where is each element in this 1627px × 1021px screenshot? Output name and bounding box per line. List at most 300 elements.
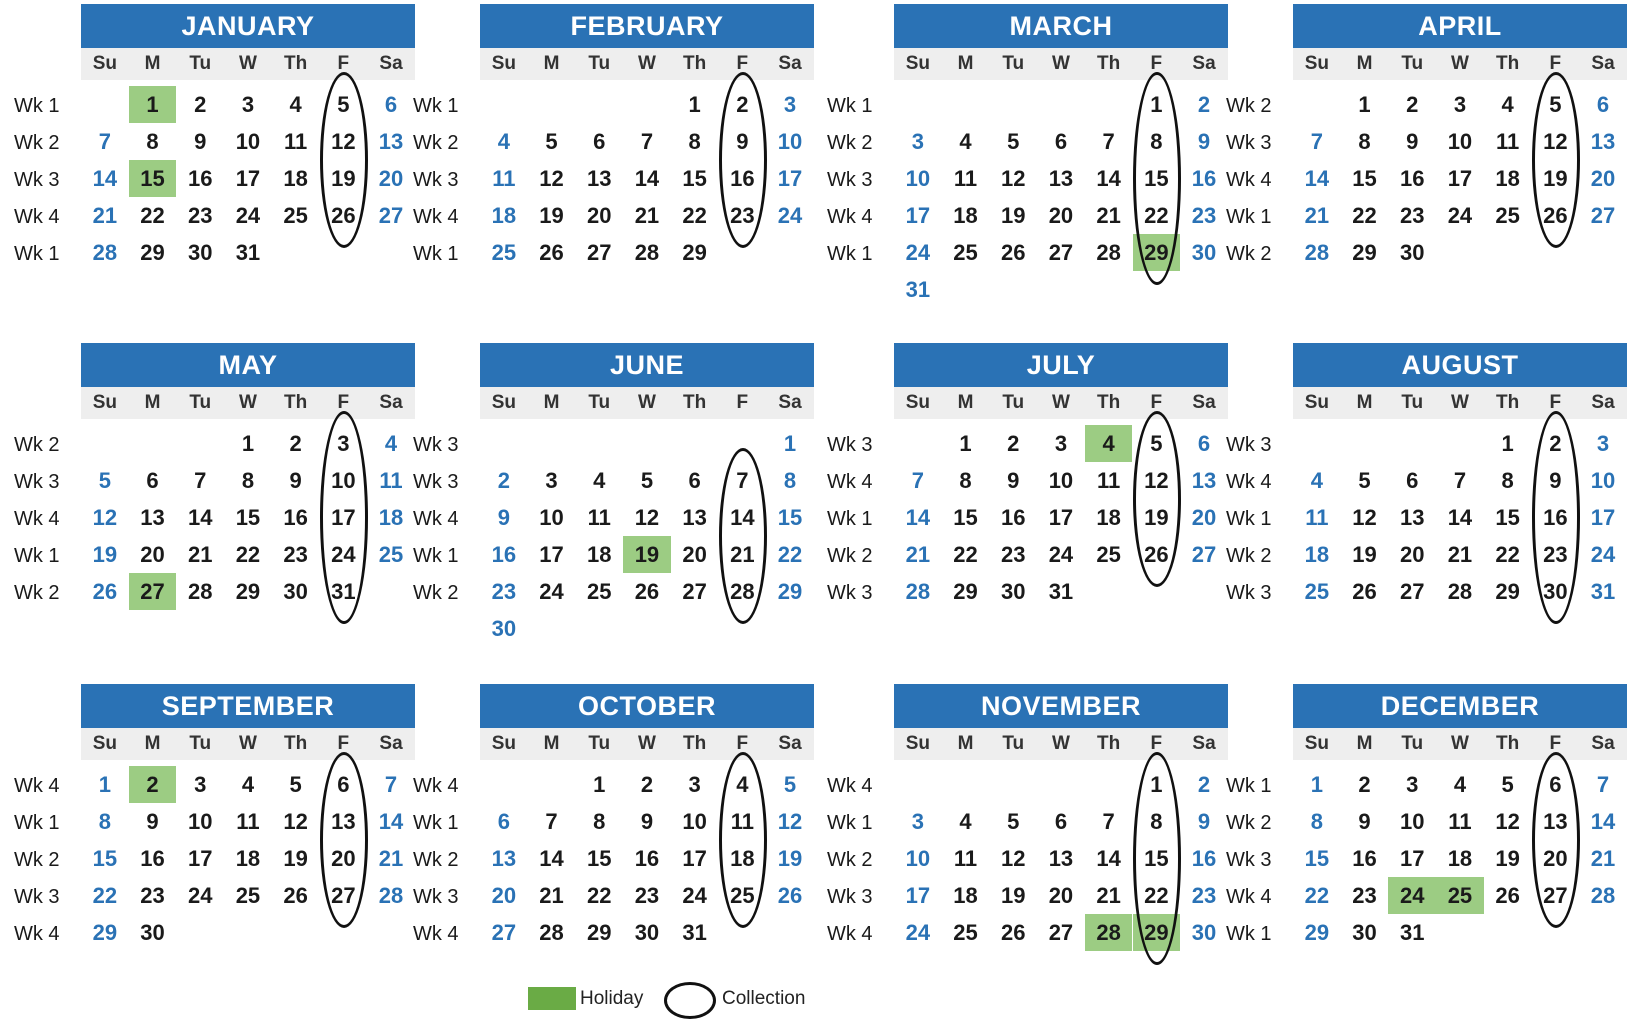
weekday-label: F [337,53,350,74]
day-cell: 10 [235,129,261,154]
legend-holiday-label: Holiday [580,988,644,1009]
day-cell: 15 [1144,166,1169,191]
day-cell: 8 [783,468,797,493]
day-cell: 21 [92,203,118,228]
day-cell: 13 [1191,468,1217,493]
day-cell: 9 [1197,809,1211,834]
day-cell: 28 [634,240,660,265]
day-cell: 23 [187,203,213,228]
weekday-label: M [957,392,974,413]
day-cell: 23 [634,883,660,908]
day-cell: 7 [1102,809,1115,834]
day-cell: 2 [1197,772,1211,797]
day-cell: 27 [331,883,356,908]
weekday-label: F [1150,392,1163,413]
weekday-label: W [238,53,257,74]
day-cell: 20 [1048,883,1074,908]
day-cell: 7 [1310,129,1323,154]
day-cell: 20 [1590,166,1616,191]
day-cell: 9 [1406,129,1419,154]
week-label: Wk 1 [413,95,459,117]
day-cell: 10 [331,468,356,493]
day-cell: 28 [187,579,213,604]
weekday-label: Th [284,53,308,74]
weekday-label: Sa [1591,53,1615,74]
day-cell: 21 [1096,203,1121,228]
day-cell: 10 [905,846,931,871]
day-cell: 21 [1304,203,1330,228]
day-cell: 12 [1543,129,1568,154]
day-cell: 1 [1310,772,1323,797]
day-cell: 15 [235,505,261,530]
day-cell: 5 [289,772,302,797]
holiday-day: 15 [129,160,177,197]
day-cell: 14 [1096,846,1121,871]
day-cell: 12 [634,505,660,530]
day-cell: 20 [331,846,356,871]
day-cell: 25 [491,240,517,265]
week-label: Wk 4 [827,775,873,797]
day-cell: 26 [92,579,118,604]
weekday-label: F [736,733,749,754]
day-cell: 16 [1543,505,1568,530]
weekday-label: Th [683,392,707,413]
day-cell: 13 [378,129,404,154]
day-cell: 11 [587,505,611,530]
day-cell: 20 [140,542,165,567]
day-cell: 14 [1304,166,1330,191]
day-cell: 29 [92,920,118,945]
weekday-label: W [637,392,656,413]
day-cell: 27 [378,203,404,228]
day-cell: 15 [1495,505,1520,530]
week-label: Wk 1 [413,243,459,265]
day-cell: 18 [378,505,404,530]
week-label: Wk 2 [14,132,60,154]
holiday-day: 29 [1133,234,1181,271]
weekday-label: Th [1496,733,1520,754]
week-label: Wk 2 [1226,95,1272,117]
day-cell: 12 [331,129,356,154]
holiday-day: 1 [129,86,177,123]
day-cell: 8 [241,468,255,493]
legend-collection-label: Collection [722,988,806,1009]
week-label: Wk 2 [14,582,60,604]
day-cell: 21 [539,883,564,908]
day-cell: 17 [235,166,261,191]
day-cell: 12 [92,505,118,530]
day-cell: 13 [586,166,612,191]
week-label: Wk 1 [413,812,459,834]
day-cell: 5 [98,468,111,493]
day-cell: 12 [777,809,803,834]
day-cell: 7 [98,129,111,154]
week-label: Wk 2 [827,545,873,567]
week-label: Wk 2 [14,434,60,456]
day-cell: 23 [1399,203,1425,228]
day-cell: 8 [1150,809,1163,834]
day-cell: 25 [953,240,978,265]
legend-holiday-swatch [528,987,576,1010]
day-cell: 18 [1495,166,1520,191]
day-cell: 31 [1590,579,1616,604]
day-cell: 21 [730,542,755,567]
day-cell: 15 [682,166,707,191]
day-cell: 10 [777,129,803,154]
week-label: Wk 1 [1226,206,1272,228]
day-cell: 5 [1549,92,1562,117]
day-cell: 29 [586,920,612,945]
day-cell: 24 [1590,542,1616,567]
week-label: Wk 3 [827,169,873,191]
day-cell: 12 [539,166,564,191]
day-cell: 6 [1054,809,1068,834]
weekday-label: Th [1496,392,1520,413]
weekday-header [480,48,814,80]
day-cell: 5 [1358,468,1371,493]
week-label: Wk 3 [413,434,459,456]
day-cell: 11 [1305,505,1329,530]
day-cell: 5 [640,468,654,493]
day-cell: 20 [491,883,517,908]
day-cell: 4 [593,468,606,493]
day-cell: 22 [140,203,165,228]
day-cell: 25 [378,542,404,567]
day-cell: 24 [777,203,803,228]
week-label: Wk 1 [827,243,873,265]
day-cell: 19 [92,542,118,567]
day-cell: 26 [539,240,564,265]
weekday-label: F [736,53,749,74]
weekday-label: Tu [1401,53,1424,74]
day-cell: 14 [92,166,118,191]
day-cell: 17 [682,846,707,871]
day-cell: 31 [905,277,931,302]
day-cell: 25 [1495,203,1520,228]
day-cell: 11 [492,166,516,191]
weekday-header [480,728,814,760]
day-cell: 17 [1399,846,1425,871]
day-cell: 10 [187,809,213,834]
day-cell: 26 [283,883,308,908]
day-cell: 4 [497,129,510,154]
day-cell: 18 [586,542,612,567]
day-cell: 21 [1447,542,1473,567]
weekday-label: M [957,53,974,74]
weekday-label: Su [491,392,516,413]
week-label: Wk 2 [413,849,459,871]
day-cell: 15 [1144,846,1169,871]
day-cell: 4 [1310,468,1323,493]
weekday-label: Su [905,53,930,74]
day-cell: 10 [539,505,564,530]
weekday-label: Su [491,53,516,74]
week-label: Wk 1 [827,508,873,530]
day-cell: 27 [1048,920,1074,945]
weekday-header [1293,728,1627,760]
week-label: Wk 4 [1226,886,1272,908]
day-cell: 15 [777,505,803,530]
weekday-label: Su [491,733,516,754]
weekday-label: Tu [189,733,212,754]
week-label: Wk 1 [14,243,60,265]
week-label: Wk 2 [14,849,60,871]
day-cell: 3 [1054,431,1068,456]
day-cell: 5 [545,129,558,154]
day-cell: 29 [140,240,165,265]
day-cell: 29 [235,579,261,604]
day-cell: 1 [688,92,701,117]
week-label: Wk 2 [1226,243,1272,265]
day-cell: 1 [241,431,255,456]
weekday-label: Th [1496,53,1520,74]
day-cell: 1 [1150,772,1163,797]
holiday-day: 29 [1133,914,1181,951]
day-cell: 15 [1304,846,1330,871]
week-label: Wk 3 [827,434,873,456]
day-cell: 23 [1191,203,1217,228]
day-cell: 25 [953,920,978,945]
week-label: Wk 4 [1226,471,1272,493]
day-cell: 27 [1399,579,1425,604]
day-cell: 9 [1197,129,1211,154]
day-cell: 2 [1358,772,1371,797]
day-cell: 24 [187,883,213,908]
week-label: Wk 3 [14,169,60,191]
weekday-label: Th [284,733,308,754]
day-cell: 14 [905,505,931,530]
day-cell: 18 [1096,505,1121,530]
weekday-header [81,48,415,80]
day-cell: 19 [1352,542,1377,567]
day-cell: 3 [1406,772,1419,797]
weekday-header [81,728,415,760]
weekday-label: F [736,392,749,413]
day-cell: 8 [98,809,111,834]
day-cell: 28 [730,579,755,604]
day-cell: 17 [331,505,356,530]
day-cell: 19 [1144,505,1169,530]
weekday-label: W [1051,392,1070,413]
day-cell: 9 [1358,809,1371,834]
weekday-label: F [1549,392,1562,413]
day-cell: 30 [1000,579,1026,604]
day-cell: 11 [284,129,308,154]
week-label: Wk 3 [1226,434,1272,456]
day-cell: 30 [634,920,660,945]
weekday-label: Tu [1002,53,1025,74]
day-cell: 24 [235,203,261,228]
weekday-label: M [144,392,161,413]
weekday-label: W [637,53,656,74]
day-cell: 9 [640,809,654,834]
day-cell: 3 [911,809,924,834]
day-cell: 14 [634,166,660,191]
day-cell: 2 [640,772,654,797]
day-cell: 1 [593,772,606,797]
day-cell: 26 [1543,203,1568,228]
weekday-label: M [1356,733,1373,754]
day-cell: 27 [1590,203,1616,228]
weekday-label: F [1549,733,1562,754]
weekday-label: M [144,733,161,754]
day-cell: 3 [911,129,924,154]
week-label: Wk 4 [413,923,459,945]
day-cell: 18 [1447,846,1473,871]
day-cell: 19 [1000,883,1026,908]
week-label: Wk 1 [827,95,873,117]
day-cell: 16 [730,166,755,191]
day-cell: 30 [491,616,517,641]
week-label: Wk 4 [413,508,459,530]
day-cell: 9 [736,129,749,154]
weekday-label: W [1450,392,1469,413]
week-label: Wk 4 [827,471,873,493]
weekday-label: F [1549,53,1562,74]
weekday-header [1293,387,1627,419]
weekday-label: W [1051,733,1070,754]
week-label: Wk 3 [413,471,459,493]
day-cell: 13 [1048,166,1074,191]
day-cell: 16 [634,846,660,871]
weekday-label: Sa [379,392,403,413]
day-cell: 3 [688,772,701,797]
day-cell: 30 [1352,920,1377,945]
day-cell: 1 [98,772,111,797]
day-cell: 10 [1590,468,1616,493]
day-cell: 6 [1596,92,1610,117]
day-cell: 16 [1399,166,1425,191]
day-cell: 29 [1495,579,1520,604]
week-label: Wk 2 [1226,545,1272,567]
week-label: Wk 4 [413,206,459,228]
day-cell: 1 [783,431,797,456]
day-cell: 6 [1549,772,1562,797]
weekday-label: W [1450,53,1469,74]
weekday-label: Su [92,392,117,413]
day-cell: 18 [953,883,978,908]
day-cell: 10 [1399,809,1425,834]
day-cell: 31 [1048,579,1074,604]
day-cell: 13 [682,505,707,530]
day-cell: 22 [586,883,612,908]
day-cell: 8 [959,468,972,493]
day-cell: 23 [140,883,165,908]
holiday-day: 27 [129,573,177,610]
day-cell: 3 [194,772,207,797]
day-cell: 30 [187,240,213,265]
holiday-day: 2 [129,766,177,803]
weekday-label: M [1356,392,1373,413]
day-cell: 6 [1054,129,1068,154]
day-cell: 3 [241,92,255,117]
day-cell: 28 [1447,579,1473,604]
week-label: Wk 1 [1226,775,1272,797]
day-cell: 18 [283,166,308,191]
day-cell: 21 [905,542,931,567]
day-cell: 24 [331,542,356,567]
day-cell: 3 [1596,431,1610,456]
day-cell: 20 [1543,846,1568,871]
day-cell: 19 [1000,203,1026,228]
day-cell: 6 [337,772,350,797]
day-cell: 4 [289,92,302,117]
day-cell: 13 [1048,846,1074,871]
day-cell: 26 [331,203,356,228]
day-cell: 17 [1447,166,1473,191]
month-title: FEBRUARY [480,4,814,48]
day-cell: 7 [384,772,398,797]
day-cell: 28 [1590,883,1616,908]
day-cell: 25 [1096,542,1121,567]
day-cell: 7 [1453,468,1467,493]
week-label: Wk 1 [413,545,459,567]
month-title: SEPTEMBER [81,684,415,728]
day-cell: 5 [1150,431,1163,456]
day-cell: 14 [1590,809,1616,834]
day-cell: 30 [1399,240,1425,265]
day-cell: 6 [593,129,606,154]
week-label: Wk 4 [827,923,873,945]
weekday-label: Tu [189,392,212,413]
day-cell: 27 [1543,883,1568,908]
day-cell: 26 [634,579,660,604]
day-cell: 30 [1543,579,1568,604]
day-cell: 22 [777,542,803,567]
day-cell: 27 [586,240,612,265]
weekday-label: Tu [1401,392,1424,413]
day-cell: 27 [1048,240,1074,265]
day-cell: 31 [235,240,261,265]
day-cell: 16 [1191,846,1217,871]
day-cell: 22 [1144,203,1169,228]
day-cell: 12 [1495,809,1520,834]
day-cell: 1 [1501,431,1514,456]
day-cell: 23 [491,579,517,604]
day-cell: 26 [1144,542,1169,567]
day-cell: 3 [783,92,797,117]
week-label: Wk 3 [827,886,873,908]
day-cell: 13 [140,505,165,530]
day-cell: 28 [378,883,404,908]
weekday-label: Tu [588,392,611,413]
day-cell: 9 [1007,468,1020,493]
day-cell: 17 [777,166,803,191]
day-cell: 8 [1150,129,1163,154]
day-cell: 29 [1352,240,1377,265]
day-cell: 24 [1048,542,1074,567]
week-label: Wk 4 [1226,169,1272,191]
weekday-label: Su [1304,53,1329,74]
day-cell: 18 [491,203,517,228]
day-cell: 5 [1501,772,1514,797]
day-cell: 2 [1007,431,1020,456]
weekday-label: W [1051,53,1070,74]
day-cell: 6 [1406,468,1419,493]
day-cell: 13 [1543,809,1568,834]
weekday-label: W [238,733,257,754]
weekday-label: Tu [588,53,611,74]
weekday-label: Su [1304,392,1329,413]
weekday-header [480,387,814,419]
day-cell: 18 [953,203,978,228]
day-cell: 4 [1453,772,1467,797]
weekday-label: Th [1097,392,1121,413]
day-cell: 8 [1310,809,1323,834]
day-cell: 2 [736,92,749,117]
week-label: Wk 3 [413,169,459,191]
weekday-label: Sa [379,53,403,74]
